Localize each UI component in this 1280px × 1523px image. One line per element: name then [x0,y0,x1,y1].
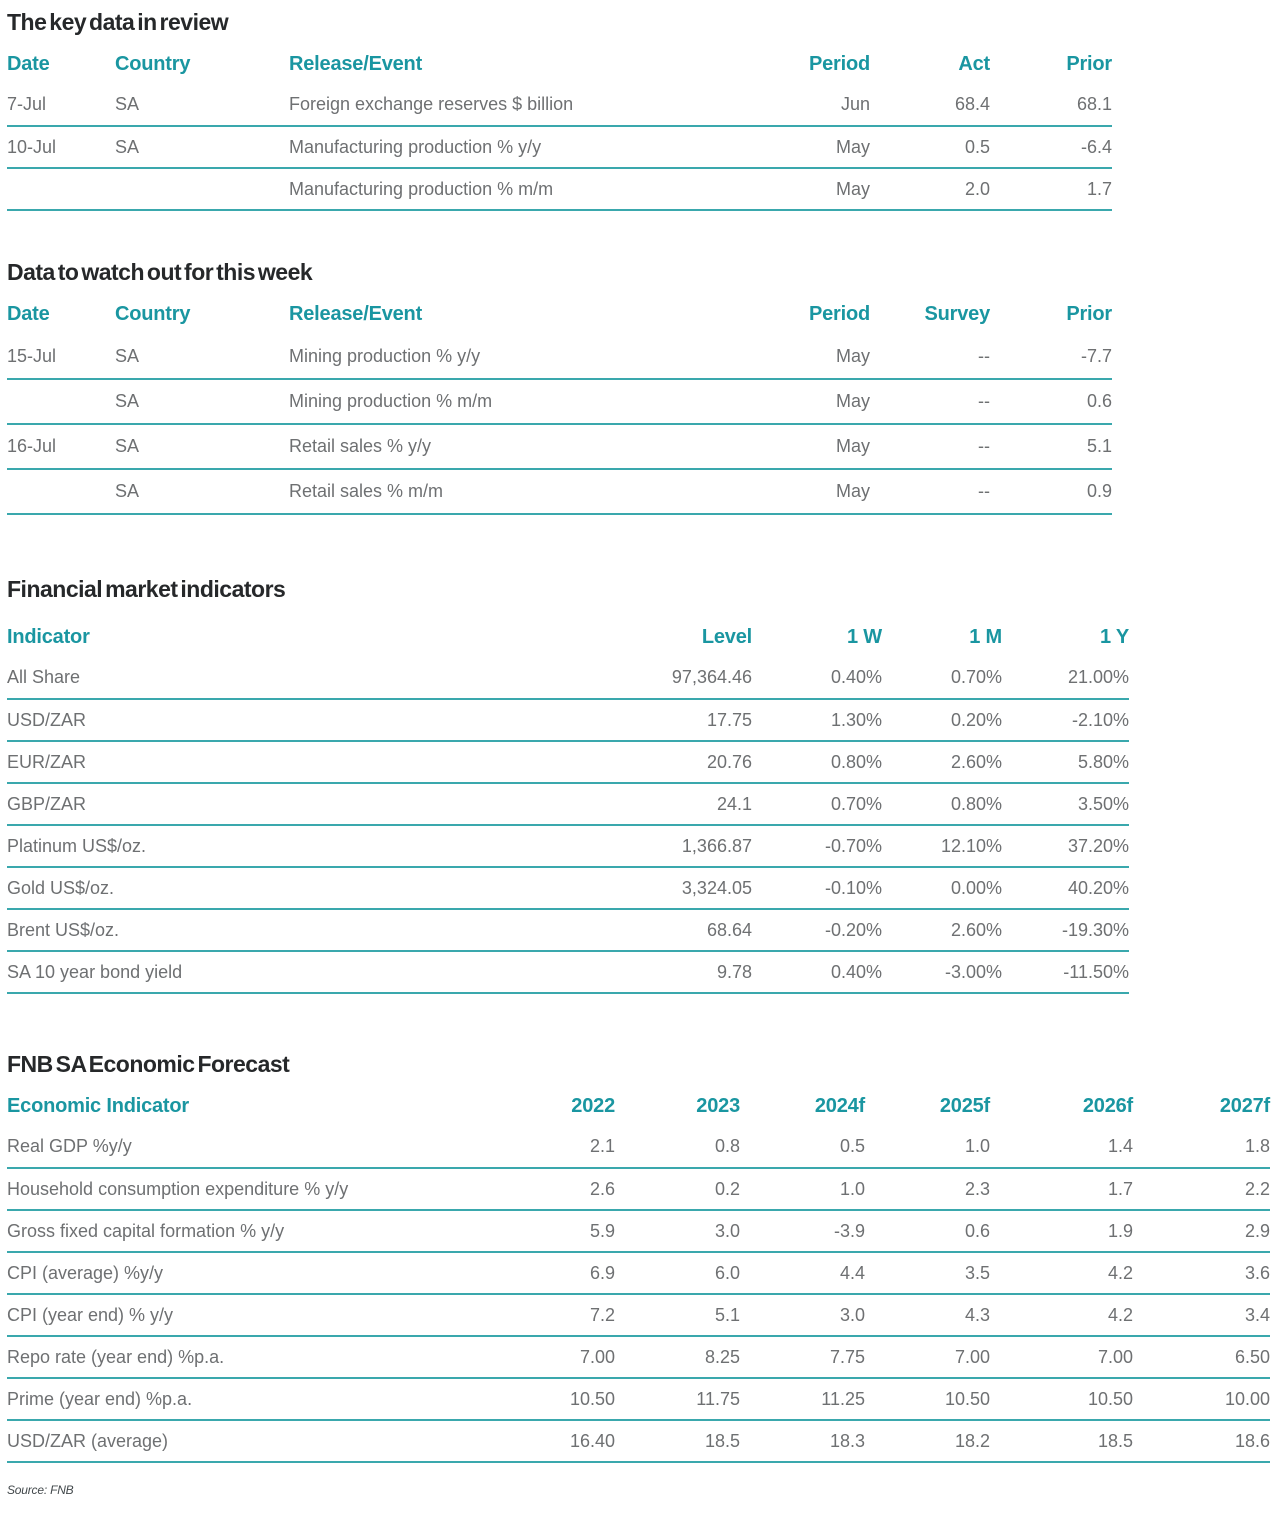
table-row [7,867,1129,909]
table-cell: 3.0 [740,1294,865,1336]
table-cell: 68.1 [990,84,1112,126]
table-cell: 2.1 [487,1126,615,1168]
table-cell: May [619,469,870,514]
table-cell: SA [115,334,289,379]
column-header: Date [7,52,50,75]
column-header: Country [115,52,191,75]
table-cell: 0.5 [740,1126,865,1168]
table-header-row [7,1086,1270,1126]
table-cell: 1.9 [990,1210,1133,1252]
table-cell: 12.10% [882,825,1002,867]
column-header: 2024f [814,1094,865,1117]
table-cell: USD/ZAR [7,699,507,741]
table-cell: 0.80% [882,783,1002,825]
table-cell: 2.9 [1133,1210,1270,1252]
table-cell: 4.2 [990,1252,1133,1294]
table-cell: 16-Jul [7,424,115,469]
table-cell: CPI (average) %y/y [7,1252,487,1294]
table-cell: 3.6 [1133,1252,1270,1294]
table-cell: 3,324.05 [507,867,752,909]
table-cell: 16.40 [487,1420,615,1462]
table-cell: 3.0 [615,1210,740,1252]
table-row [7,84,1112,126]
column-header: 2026f [1082,1094,1133,1117]
table-cell: 2.3 [865,1168,990,1210]
table-cell: 18.2 [865,1420,990,1462]
table-row [7,1336,1270,1378]
table-cell: 68.4 [870,84,990,126]
column-header: Date [7,302,50,325]
table-cell: May [619,126,870,168]
table-cell: Repo rate (year end) %p.a. [7,1336,487,1378]
table-cell: -11.50% [1002,951,1129,993]
table-row [7,951,1129,993]
section-key-data-in-review [0,8,1280,211]
table-cell: 5.80% [1002,741,1129,783]
column-header: Prior [1066,302,1112,325]
table-cell: Gold US$/oz. [7,867,507,909]
table-cell: 6.9 [487,1252,615,1294]
table-cell: -- [870,469,990,514]
table-cell: SA [115,469,289,514]
table-cell: 10.50 [990,1378,1133,1420]
table-cell: 17.75 [507,699,752,741]
table-cell: 4.2 [990,1294,1133,1336]
section-title-data-to-watch: Data to watch out for this week [7,259,313,285]
table-cell: May [619,168,870,210]
table-cell: 0.40% [752,951,882,993]
table-cell: Foreign exchange reserves $ billion [289,84,619,126]
table-cell: -- [870,334,990,379]
table-cell: 1.4 [990,1126,1133,1168]
section-title-financial-indicators: Financial market indicators [7,576,286,602]
source-note: Source: FNB [7,1483,74,1497]
data-to-watch-table [7,294,1112,515]
table-row [7,334,1112,379]
table-row [7,909,1129,951]
column-header: Indicator [7,625,90,648]
table-cell: -3.00% [882,951,1002,993]
table-cell: Retail sales % y/y [289,424,619,469]
table-cell: 0.40% [752,657,882,699]
table-cell: 10.50 [865,1378,990,1420]
column-header: 2025f [939,1094,990,1117]
table-cell: -0.70% [752,825,882,867]
table-cell: SA [115,84,289,126]
table-row [7,1210,1270,1252]
table-row [7,825,1129,867]
table-row [7,168,1112,210]
table-cell: Platinum US$/oz. [7,825,507,867]
table-cell: 0.70% [882,657,1002,699]
table-cell: 1.0 [740,1168,865,1210]
table-cell: 18.5 [990,1420,1133,1462]
table-row [7,741,1129,783]
table-cell: EUR/ZAR [7,741,507,783]
table-cell: -0.10% [752,867,882,909]
table-cell: 18.3 [740,1420,865,1462]
column-header: Level [701,625,752,648]
table-cell: 11.25 [740,1378,865,1420]
table-cell: 7.2 [487,1294,615,1336]
table-cell: 7.00 [865,1336,990,1378]
table-cell: 21.00% [1002,657,1129,699]
section-title-key-data: The key data in review [7,9,229,35]
table-cell: Brent US$/oz. [7,909,507,951]
column-header: Period [808,52,870,75]
table-cell: 0.20% [882,699,1002,741]
table-cell: 5.1 [990,424,1112,469]
table-cell: Mining production % y/y [289,334,619,379]
table-header-row [7,44,1112,84]
table-row [7,1294,1270,1336]
table-cell: 40.20% [1002,867,1129,909]
table-cell: 0.6 [865,1210,990,1252]
table-cell: SA [115,379,289,424]
report-page [0,8,1280,1497]
table-cell: 6.50 [1133,1336,1270,1378]
table-cell: -7.7 [990,334,1112,379]
table-cell [7,379,115,424]
section-title-economic-forecast: FNB SA Economic Forecast [7,1051,290,1077]
table-cell: 1.8 [1133,1126,1270,1168]
table-cell: CPI (year end) % y/y [7,1294,487,1336]
table-row [7,1420,1270,1462]
table-cell: 7.00 [487,1336,615,1378]
financial-indicators-table [7,617,1129,994]
table-header-row [7,617,1129,657]
table-cell: 7.00 [990,1336,1133,1378]
table-cell: 2.2 [1133,1168,1270,1210]
section-economic-forecast [0,1050,1280,1463]
table-cell: 3.5 [865,1252,990,1294]
table-cell: 5.9 [487,1210,615,1252]
column-header: 1 M [969,625,1002,648]
table-cell: -- [870,424,990,469]
table-cell: 0.5 [870,126,990,168]
table-cell: -3.9 [740,1210,865,1252]
column-header: Act [958,52,990,75]
table-cell: 2.60% [882,741,1002,783]
table-cell [115,168,289,210]
table-cell: Gross fixed capital formation % y/y [7,1210,487,1252]
table-cell: Household consumption expenditure % y/y [7,1168,487,1210]
table-cell: 2.6 [487,1168,615,1210]
table-cell: 20.76 [507,741,752,783]
table-cell: Manufacturing production % y/y [289,126,619,168]
column-header: Release/Event [289,302,423,325]
section-financial-market-indicators [0,575,1280,994]
table-row [7,379,1112,424]
table-cell: 6.0 [615,1252,740,1294]
table-cell: 0.80% [752,741,882,783]
column-header: Release/Event [289,52,423,75]
table-cell: Retail sales % m/m [289,469,619,514]
table-cell: SA 10 year bond yield [7,951,507,993]
table-cell: USD/ZAR (average) [7,1420,487,1462]
table-cell: 10.50 [487,1378,615,1420]
column-header: 1 Y [1099,625,1129,648]
table-cell: 7.75 [740,1336,865,1378]
table-cell: 0.6 [990,379,1112,424]
table-row [7,126,1112,168]
table-cell: 2.60% [882,909,1002,951]
column-header: 1 W [847,625,882,648]
table-cell: All Share [7,657,507,699]
table-cell: 8.25 [615,1336,740,1378]
section-data-to-watch [0,258,1280,515]
table-cell: 4.3 [865,1294,990,1336]
table-cell: 37.20% [1002,825,1129,867]
table-cell: 9.78 [507,951,752,993]
table-cell: GBP/ZAR [7,783,507,825]
column-header: Country [115,302,191,325]
table-cell: 97,364.46 [507,657,752,699]
table-row [7,783,1129,825]
table-row [7,1252,1270,1294]
table-cell [7,469,115,514]
table-row [7,699,1129,741]
table-cell: 68.64 [507,909,752,951]
table-cell: 0.9 [990,469,1112,514]
column-header: 2027f [1219,1094,1270,1117]
table-row [7,469,1112,514]
column-header: Period [808,302,870,325]
table-cell: 10-Jul [7,126,115,168]
table-cell: -19.30% [1002,909,1129,951]
table-cell: 7-Jul [7,84,115,126]
table-cell: 24.1 [507,783,752,825]
table-cell: May [619,424,870,469]
column-header: Prior [1066,52,1112,75]
table-cell: 18.6 [1133,1420,1270,1462]
table-row [7,424,1112,469]
table-cell: 3.50% [1002,783,1129,825]
table-cell: 3.4 [1133,1294,1270,1336]
table-cell: Jun [619,84,870,126]
table-cell: SA [115,424,289,469]
column-header: Survey [924,302,990,325]
table-cell: SA [115,126,289,168]
table-cell: -0.20% [752,909,882,951]
table-cell: 1,366.87 [507,825,752,867]
table-cell: Real GDP %y/y [7,1126,487,1168]
table-cell: 11.75 [615,1378,740,1420]
key-data-table [7,44,1112,211]
table-cell: Manufacturing production % m/m [289,168,619,210]
table-row [7,1126,1270,1168]
table-cell: 0.70% [752,783,882,825]
table-cell: -6.4 [990,126,1112,168]
table-cell: 2.0 [870,168,990,210]
table-cell: -2.10% [1002,699,1129,741]
table-cell: 15-Jul [7,334,115,379]
economic-forecast-table [7,1086,1270,1463]
table-cell [7,168,115,210]
table-cell: 5.1 [615,1294,740,1336]
table-cell: Mining production % m/m [289,379,619,424]
table-cell: 18.5 [615,1420,740,1462]
table-cell: 0.8 [615,1126,740,1168]
table-row [7,657,1129,699]
table-cell: May [619,334,870,379]
table-cell: 0.00% [882,867,1002,909]
table-row [7,1168,1270,1210]
table-cell: -- [870,379,990,424]
table-cell: May [619,379,870,424]
table-cell: 10.00 [1133,1378,1270,1420]
column-header: 2023 [696,1094,740,1117]
table-cell: 0.2 [615,1168,740,1210]
table-cell: 1.7 [990,168,1112,210]
table-cell: Prime (year end) %p.a. [7,1378,487,1420]
table-header-row [7,294,1112,334]
table-cell: 4.4 [740,1252,865,1294]
table-cell: 1.0 [865,1126,990,1168]
column-header: Economic Indicator [7,1094,189,1117]
table-cell: 1.30% [752,699,882,741]
column-header: 2022 [571,1094,615,1117]
table-cell: 1.7 [990,1168,1133,1210]
table-row [7,1378,1270,1420]
